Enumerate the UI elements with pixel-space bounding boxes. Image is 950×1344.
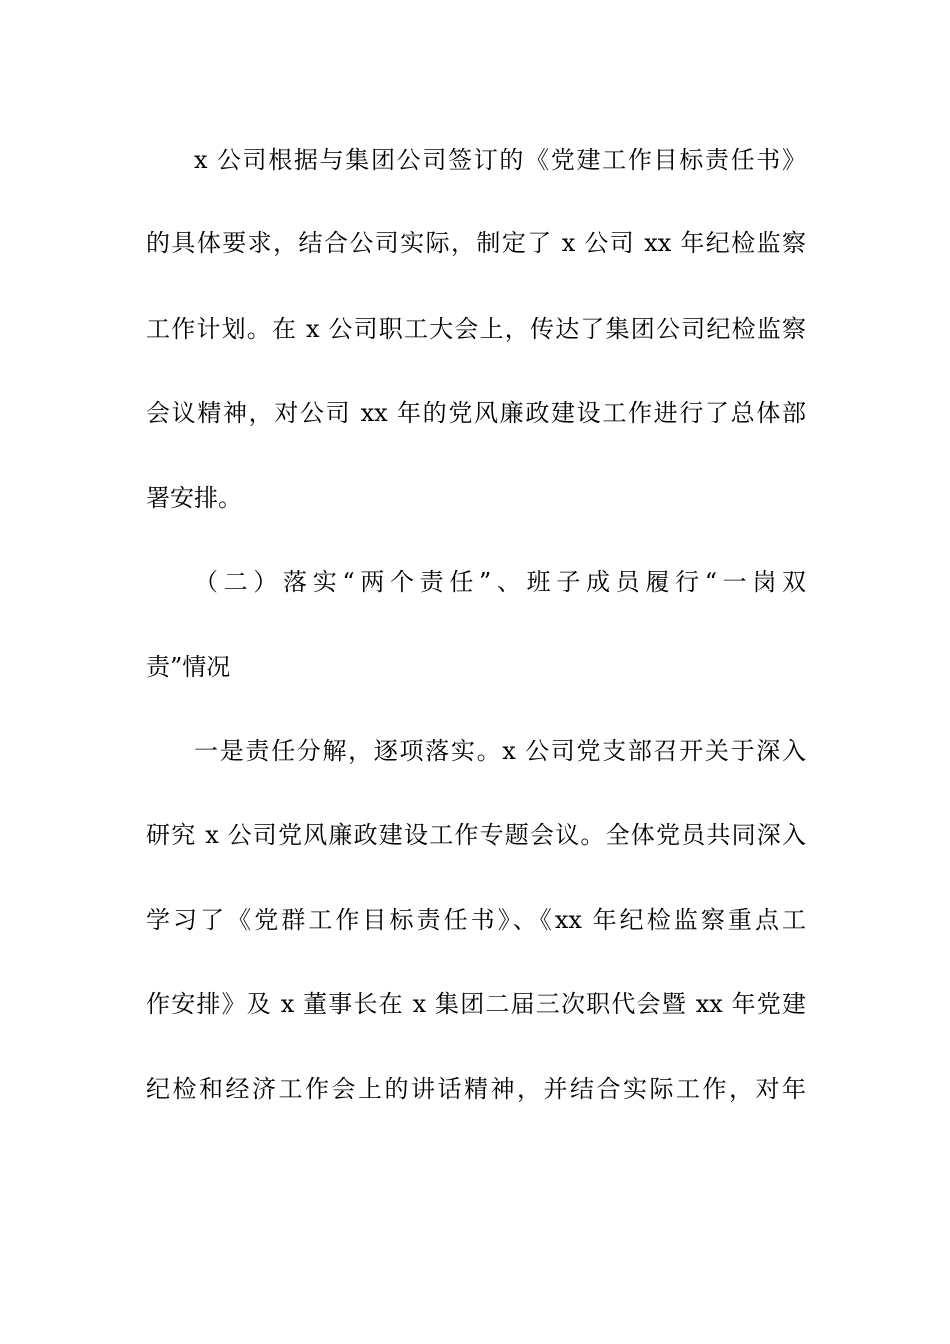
paragraph-line: 研究 x 公司党风廉政建设工作专题会议。全体党员共同深入 [146, 821, 806, 849]
paragraph-line: 会议精神，对公司 xx 年的党风廉政建设工作进行了总体部 [146, 399, 806, 427]
paragraph-line: 学习了《党群工作目标责任书》、《xx 年纪检监察重点工 [146, 906, 806, 934]
paragraph-line: 一是责任分解，逐项落实。x 公司党支部召开关于深入 [194, 737, 806, 765]
paragraph-line: 作安排》及 x 董事长在 x 集团二届三次职代会暨 xx 年党建 [146, 990, 806, 1018]
paragraph-line: 工作计划。在 x 公司职工大会上，传达了集团公司纪检监察 [146, 315, 806, 343]
paragraph-line: 纪检和经济工作会上的讲话精神，并结合实际工作，对年 [146, 1075, 806, 1103]
paragraph-line: 署安排。 [146, 484, 242, 512]
paragraph-line: x 公司根据与集团公司签订的《党建工作目标责任书》 [194, 146, 806, 174]
section-heading-line: （二）落实“两个责任”、班子成员履行“一岗双 [194, 568, 806, 596]
section-heading-line: 责”情况 [146, 653, 231, 681]
paragraph-line: 的具体要求，结合公司实际，制定了 x 公司 xx 年纪检监察 [146, 229, 806, 257]
